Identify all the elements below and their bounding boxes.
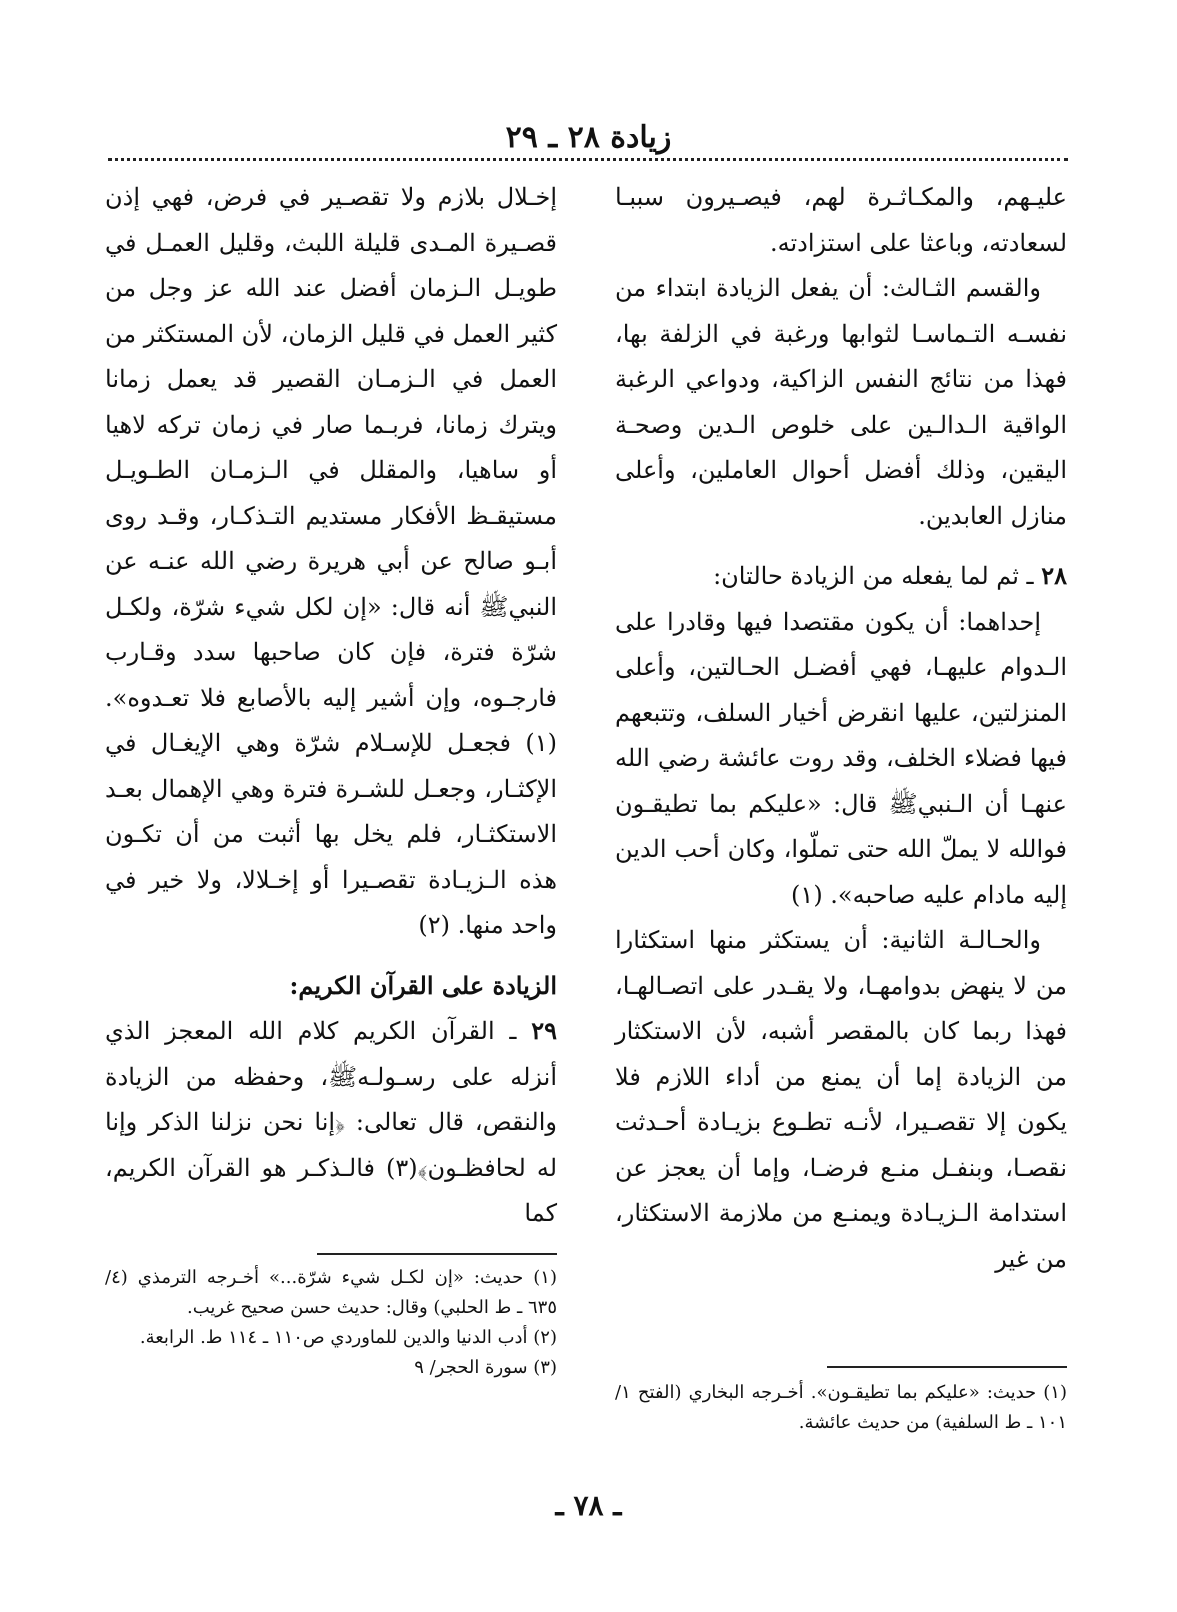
header-dotted-rule xyxy=(108,158,1068,161)
numbered-paragraph xyxy=(105,1008,557,1237)
paragraph-number: ٢٨ xyxy=(1041,561,1067,590)
left-column xyxy=(105,175,557,1237)
footnote: (١) حديث: «عليكم بما تطيقـون». أخـرجه البخاري (الفتح ١/ ١٠١ ـ ط السلفية) من حديث عائشة. xyxy=(615,1382,1067,1433)
section-heading: الزيادة على القرآن الكريم: xyxy=(289,970,557,1000)
paragraph-text: ـ القرآن الكريم كلام الله المعجز الذي أنزله على رسـولـهﷺ، وحفظه من الزيادة والنقص، قال تعالى: ﴿إنا نحن نزلنا الذكر وإنا له لحافظـون﴾(٣) فالـذكـر هو القرآن الكريم، كما xyxy=(105,1017,558,1227)
footnote-rule xyxy=(827,1366,1067,1368)
page-number: ـ ٧٨ ـ xyxy=(555,1489,622,1522)
paragraph-number: ٢٩ xyxy=(531,1016,557,1045)
paragraph: والقسم الثـالث: أن يفعل الزيادة ابتداء من نفسـه التـماسـا لثوابها ورغبة في الزلفة بها، فهذا من نتائج النفس الزاكية، ودواعي الرغبة الواقية الـدالـين على خلوص الـدين وصحـة اليقين، وذلك أفضل أحوال العاملين، وأعلى منازل العابدين. xyxy=(615,274,1067,530)
paragraph: عليـهم، والمكـاثـرة لهم، فيصـيرون سببـا لسعادته، وباعثا على استزادته. xyxy=(615,183,1067,257)
running-head: زيادة ٢٨ ـ ٢٩ xyxy=(505,120,672,155)
numbered-paragraph xyxy=(615,553,1067,600)
paragraph-gap xyxy=(105,949,557,963)
footnote: (٣) سورة الحجر/ ٩ xyxy=(414,1357,557,1378)
footnotes-left xyxy=(105,1263,557,1383)
footnote: (١) حديث: «إن لكـل شيء شرّة...» أخـرجه الترمذي (٤/ ٦٣٥ ـ ط الحلبي) وقال: حديث حسن صحيح غريب. xyxy=(105,1267,557,1318)
footnotes-right xyxy=(615,1378,1067,1438)
paragraph-text: ـ ثم لما يفعله من الزيادة حالتان: xyxy=(713,562,1034,590)
paragraph-gap xyxy=(615,539,1067,553)
paragraph: إحداهما: أن يكون مقتصدا فيها وقادرا على الـدوام عليهـا، فهي أفضـل الحـالتين، وأعلى المنزلتين، عليها انقرض أخيار السلف، وتتبعهم فيها فضلاء الخلف، وقد روت عائشة رضي الله عنهـا أن الـنبيﷺ قال: «عليكم بما تطيقـون فوالله لا يملّ الله حتى تملّوا، وكان أحب الدين إليه مادام عليه صاحبه». (١) xyxy=(615,607,1067,909)
footnote: (٢) أدب الدنيا والدين للماوردي ص١١٠ ـ ١١٤ ط. الرابعة. xyxy=(139,1327,557,1348)
right-column xyxy=(615,175,1067,1282)
footnote-rule xyxy=(317,1253,557,1255)
paragraph: والحـالـة الثانية: أن يستكثر منها استكثارا من لا ينهض بدوامهـا، ولا يقـدر على اتصـالهـا، فهذا ربما كان بالمقصر أشبه، لأن الاستكثار من الزيادة إما أن يمنع من أداء اللازم فلا يكون إلا تقصـيرا، لأنـه تطـوع بزيـادة أحـدثت نقصـا، وبنفـل منـع فرضـا، وإما أن يعجز عن استدامة الـزيـادة ويمنـع من ملازمة الاستكثار، من غير xyxy=(615,926,1067,1273)
paragraph: إخـلال بلازم ولا تقصـير في فرض، فهي إذن قصـيرة المـدى قليلة اللبث، وقليل العمـل في طويـل الـزمان أفضل عند الله عز وجل من كثير العمل في قليل الزمان، لأن المستكثر من العمل في الـزمـان القصير قد يعمل زمانا ويترك زمانا، فربـما صار في زمان تركه لاهيا أو ساهيا، والمقلل في الـزمـان الطـويـل مستيقـظ الأفكار مستديم التـذكـار، وقـد روى أبـو صالح عن أبي هريرة رضي الله عنـه عن النبيﷺ أنه قال: «إن لكل شيء شرّة، ولكـل شرّة فترة، فإن كان صاحبها سدد وقـارب فارجـوه، وإن أشير إليه بالأصابع فلا تعـدوه». (١) فجعـل للإسـلام شرّة وهي الإيغـال في الإكثـار، وجعـل للشـرة فترة وهي الإهمال بعـد الاستكثـار، فلم يخل بها أثبت من أن تكـون هذه الـزيـادة تقصـيرا أو إخـلالا، ولا خير في واحد منها. (٢) xyxy=(105,183,558,939)
